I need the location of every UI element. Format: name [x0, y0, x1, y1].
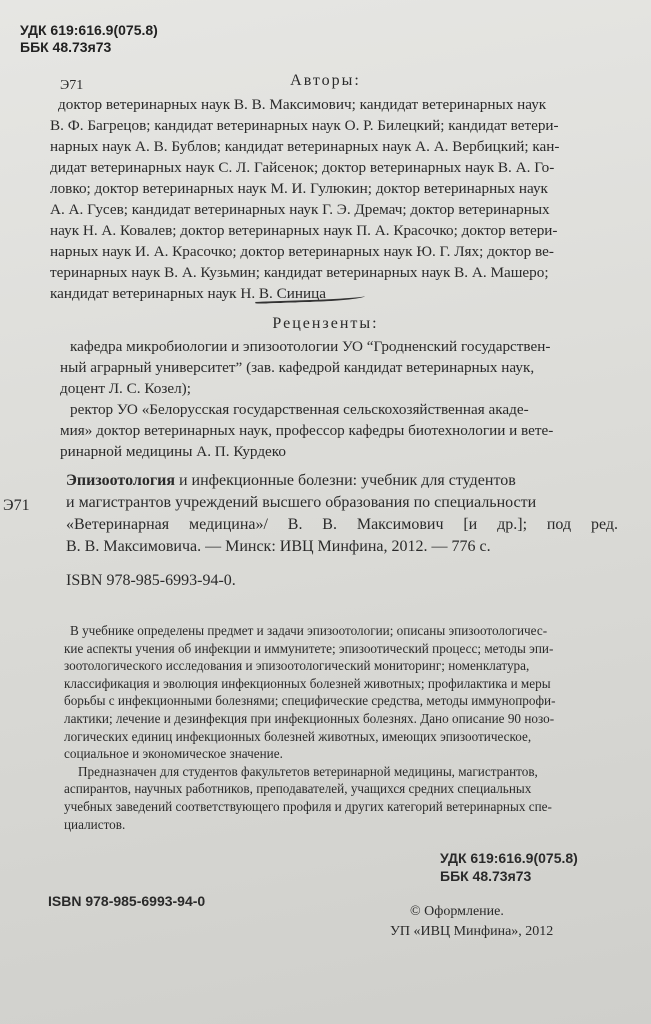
- annotation-line: зоотологического исследования и эпизоотологический мониторинг; номенклатура,: [64, 658, 530, 674]
- reviewers-line: ный аграрный университет” (зав. кафедрой кандидат ветеринарных наук,: [60, 359, 535, 376]
- authors-line: ловко; доктор ветеринарных наук М. И. Гулюкин; доктор ветеринарных наук: [50, 180, 548, 197]
- annotation-line: учебных заведений соответствующего профиля и других категорий ветеринарных спе-: [64, 798, 552, 814]
- reviewers-heading: Рецензенты:: [272, 315, 379, 332]
- bbk-code: ББК 48.73я73: [440, 868, 532, 884]
- reviewers-line: мия» доктор ветеринарных наук, профессор кафедры биотехнологии и вете-: [60, 422, 554, 439]
- udk-code: УДК 619:616.9(075.8): [20, 22, 158, 38]
- bbk-code: ББК 48.73я73: [20, 39, 112, 55]
- authors-line: наук Н. А. Ковалев; доктор ветеринарных наук П. А. Красочко; доктор ветери-: [50, 222, 558, 239]
- udk-bbk-footer: [440, 849, 578, 885]
- bibliography-line: «Ветеринарная медицина»/ В. В. Максимович [и др.]; под ред.: [66, 516, 618, 533]
- annotation-line: классификация и эволюция инфекционных болезней животных; профилактика и меры: [64, 675, 551, 691]
- bibliography-side-code: Э71: [3, 497, 30, 514]
- annotation-line: борьбы с инфекционными болезнями; специфические средства, методы иммунопрофи-: [64, 693, 556, 709]
- authors-line: нарных наук А. В. Бублов; кандидат ветеринарных наук А. А. Вербицкий; кан-: [50, 138, 560, 155]
- copyright-line: © Оформление.: [410, 904, 504, 919]
- reviewers-line: ректор УО «Белорусская государственная сельскохозяйственная акаде-: [70, 401, 529, 418]
- reviewers-line: доцент Л. С. Козел);: [60, 380, 191, 397]
- copyright-block: [390, 902, 554, 942]
- udk-code: УДК 619:616.9(075.8): [440, 850, 578, 866]
- annotation-block: [64, 622, 622, 833]
- reviewers-block: [60, 336, 612, 462]
- annotation-line: логических единиц инфекционных болезней животных, имеющих эпизоотическое,: [64, 728, 532, 744]
- reviewers-line: ринарной медицины А. П. Курдеко: [60, 443, 286, 460]
- authors-line: доктор ветеринарных наук В. В. Максимович; кандидат ветеринарных наук: [58, 96, 547, 113]
- bibliography-line-rest: и инфекционные болезни: учебник для студентов: [174, 472, 516, 489]
- authors-line: В. Ф. Багрецов; кандидат ветеринарных наук О. Р. Билецкий; кандидат ветери-: [50, 117, 559, 134]
- author-mark: Э71: [60, 78, 84, 93]
- bibliography-line: В. В. Максимовича. — Минск: ИВЦ Минфина, 2012. — 776 с.: [66, 538, 491, 555]
- bibliography-line: и магистрантов учреждений высшего образования по специальности: [66, 494, 537, 511]
- annotation-line: социальное и экономическое значение.: [64, 746, 283, 762]
- isbn-footer: ISBN 978-985-6993-94-0: [48, 893, 206, 909]
- authors-line: нарных наук И. А. Красочко; доктор ветеринарных наук Ю. Г. Лях; доктор ве-: [50, 243, 554, 260]
- authors-heading: Авторы:: [290, 72, 361, 89]
- bibliography-line: [66, 470, 618, 492]
- bibliography-entry: [66, 470, 618, 592]
- authors-line: дидат ветеринарных наук С. Л. Гайсенок; доктор ветеринарных наук В. А. Го-: [50, 159, 555, 176]
- publisher-line: УП «ИВЦ Минфина», 2012: [390, 924, 554, 939]
- annotation-line: циалистов.: [64, 816, 126, 832]
- isbn-text: ISBN 978-985-6993-94-0.: [66, 572, 236, 589]
- authors-line: теринарных наук В. А. Кузьмин; кандидат ветеринарных наук В. А. Машеро;: [50, 264, 549, 281]
- authors-line: А. А. Гусев; кандидат ветеринарных наук Г. Э. Дремач; доктор ветеринарных: [50, 201, 550, 218]
- reviewers-line: кафедра микробиологии и эпизоотологии УО “Гродненский государствен-: [70, 338, 551, 355]
- udk-bbk-header: [20, 22, 158, 56]
- authors-block: [50, 94, 612, 304]
- annotation-line: кие аспекты учения об инфекции и иммунитете; эпизоотический процесс; методы эпи-: [64, 640, 554, 656]
- authors-line: кандидат ветеринарных наук Н. В. Синица: [50, 285, 327, 302]
- annotation-line: лактики; лечение и дезинфекция при инфекционных болезнях. Дано описание 90 нозо-: [64, 710, 555, 726]
- annotation-line: аспирантов, научных работников, преподавателей, учащихся средних специальных: [64, 781, 532, 797]
- annotation-line: Предназначен для студентов факультетов ветеринарной медицины, магистрантов,: [78, 763, 538, 779]
- annotation-line: В учебнике определены предмет и задачи эпизоотологии; описаны эпизоотологичес-: [70, 623, 548, 638]
- book-title: Эпизоотология: [66, 472, 175, 489]
